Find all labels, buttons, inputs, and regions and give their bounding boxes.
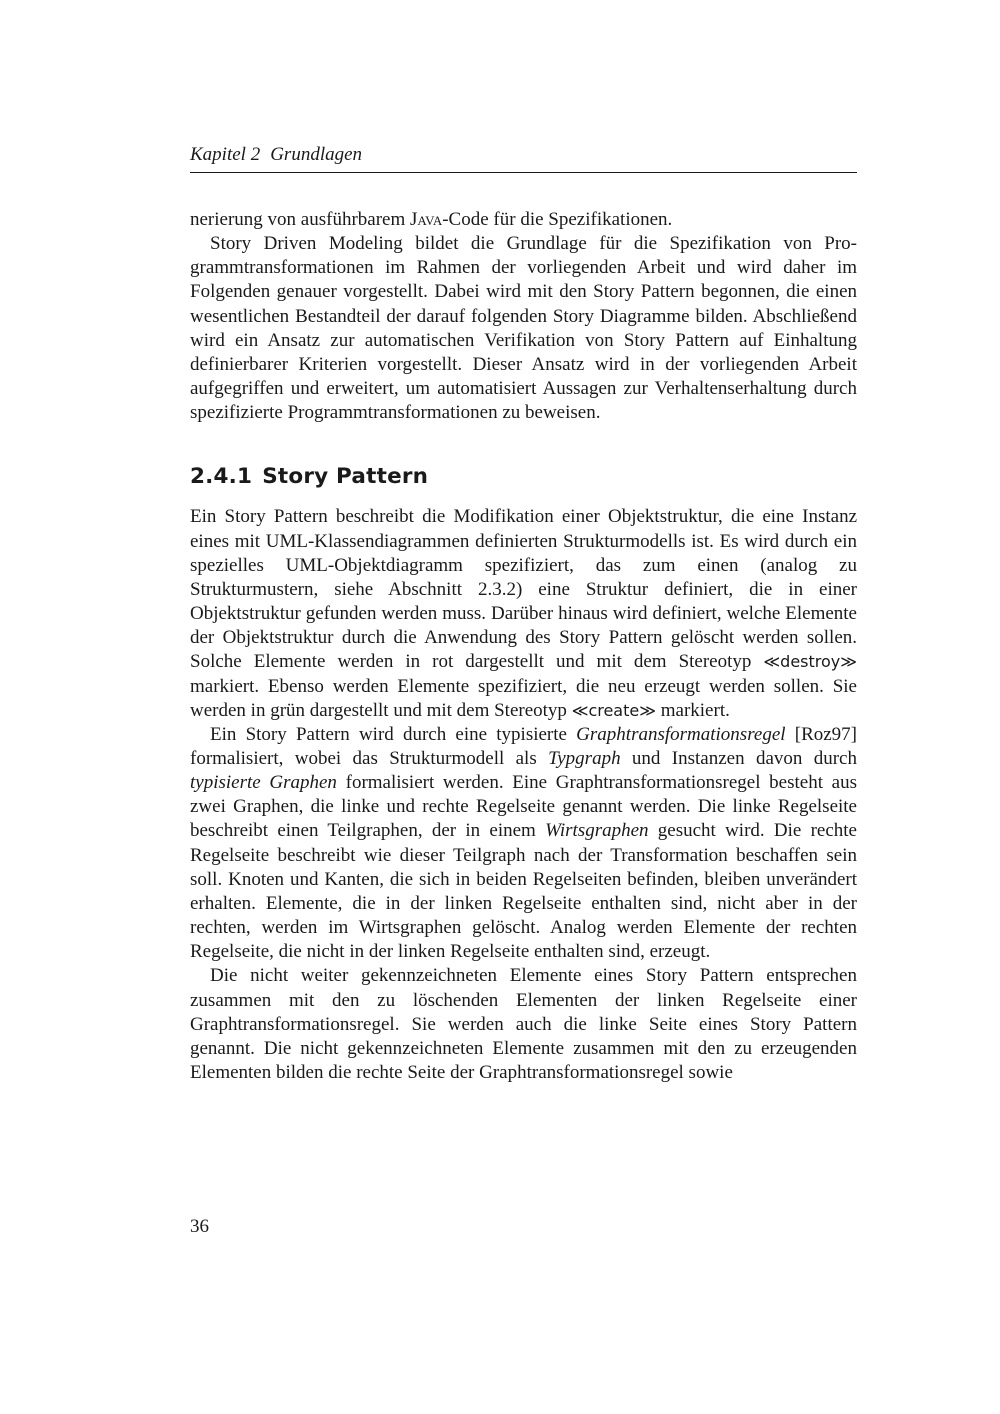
term-typgraph: Typgraph bbox=[548, 747, 621, 769]
chapter-label: Kapitel 2 bbox=[190, 144, 261, 165]
page bbox=[190, 0, 857, 1414]
section-title: Story Pattern bbox=[262, 464, 429, 490]
term-wirtsgraphen: Wirtsgraphen bbox=[545, 820, 649, 842]
term-typisierte-graphen: typisierte Graphen bbox=[190, 772, 337, 794]
running-header bbox=[190, 142, 857, 173]
paragraph-text: markiert. Ebenso werden Elemente spezifiziert, die neu erzeugt werden sollen. Sie werden in grün dargestellt und mit dem Stereotyp bbox=[190, 675, 857, 721]
stereotype-create: ≪create≫ bbox=[571, 700, 656, 720]
body-text bbox=[190, 208, 857, 1085]
paragraph-text: Ein Story Pattern beschreibt die Modifikation einer Objektstruktur, die eine Instanz eines mit UML-Klassendiagrammen definierten Strukturmodells ist. Es wird durch ein spezielles UML-Objektdiagramm spezifiziert, das zum einen (analog zu Strukturmustern, siehe Abschnitt 2.3.2) eine Struktur definiert, die in einer Objektstruktur gefunden werden muss. Darüber hinaus wird definiert, welche Elemente der Objektstruktur durch die Anwendung des Story Pattern gelöscht werden sollen. Solche Elemente werden in rot dargestellt und mit dem Stereotyp bbox=[190, 506, 857, 673]
page-number: 36 bbox=[190, 1216, 209, 1237]
paragraph-text: gesucht wird. Die rechte Regelseite beschreibt wie dieser Teilgraph nach der Transformation beschaffen sein soll. Knoten und Kanten, die sich in beiden Regelseiten befinden, bleiben unverändert erhalten. Elemente, die in der linken Regelseite enthalten sind, nicht aber in der rechten, werden im Wirtsgraphen gelöscht. Analog werden Elemente der rechten Regelseite, die nicht in der linken Regelseite enthalten sind, erzeugt. bbox=[190, 820, 857, 963]
intro-text-end: -Code für die Spezifikationen. bbox=[442, 209, 673, 230]
section-heading bbox=[190, 463, 857, 491]
intro-text: nerierung von ausführbarem bbox=[190, 209, 411, 230]
term-graphtransformationsregel: Graphtransformationsregel bbox=[576, 723, 786, 745]
paragraph-text: [Roz97] formalisiert, wobei das Strukturmodell als bbox=[190, 723, 858, 769]
chapter-title: Grundlagen bbox=[270, 144, 363, 165]
paragraph-text: formalisiert werden. Eine Graphtransformationsregel besteht aus zwei Graphen, die linke und rechte Regelseite genannt werden. Die linke Regelseite beschreibt einen Teilgraphen, der in einem bbox=[190, 772, 857, 842]
paragraph-graph-transformation bbox=[190, 723, 857, 965]
paragraph-story-pattern bbox=[190, 505, 857, 722]
paragraph-left-right-side: Die nicht weiter gekennzeichneten Elemente eines Story Pattern entsprechen zusammen mit den zu löschenden Elementen der linken Regelseite einer Graphtransformationsregel. Sie werden auch die linke Seite eines Story Pattern genannt. Die nicht gekennzeichneten Elemente zusammen mit den zu erzeugenden Elementen bilden die rechte Seite der Graphtransformationsregel sowie bbox=[190, 965, 857, 1083]
paragraph-text: markiert. bbox=[655, 699, 730, 721]
paragraph-text: Ein Story Pattern wird durch eine typisierte bbox=[210, 723, 577, 745]
stereotype-destroy: ≪destroy≫ bbox=[763, 652, 857, 672]
intro-paragraph: Story Driven Modeling bildet die Grundlage für die Spezifikation von Programmtransformationen im Rahmen der vorliegenden Arbeit und wird daher im Folgenden genauer vorgestellt. Dabei wird mit den Story Pattern begonnen, die einen wesentlichen Bestandteil der darauf folgenden Story Diagramme bilden. Abschließend wird ein Ansatz zur automatischen Verifikation von Story Pattern auf Einhaltung definierbarer Kriterien vorgestellt. Dieser Ansatz wird in der vorliegenden Arbeit aufgegriffen und erweitert, um automatisiert Aussagen zur Verhaltenserhaltung durch spezifizierte Programmtransformationen zu beweisen. bbox=[190, 233, 857, 424]
java-term: Java bbox=[410, 209, 443, 230]
paragraph-text: und Instanzen davon durch bbox=[620, 747, 857, 769]
section-number: 2.4.1 bbox=[190, 464, 253, 490]
intro-continuation bbox=[190, 208, 857, 232]
